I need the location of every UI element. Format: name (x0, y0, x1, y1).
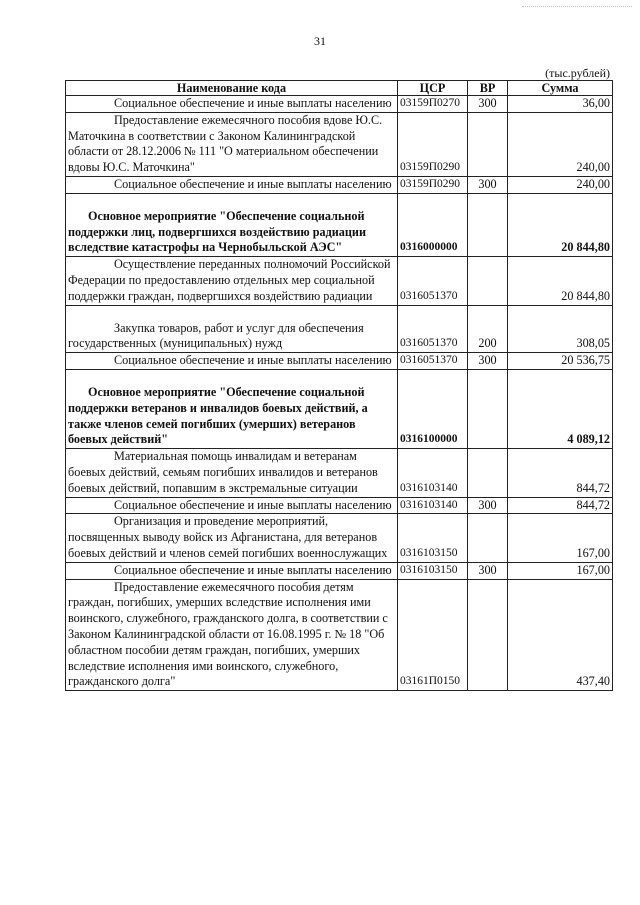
row-name-cell (66, 579, 398, 691)
row-sum: 167,00 (508, 562, 613, 579)
row-name: Социальное обеспечение и иные выплаты населению (114, 497, 392, 512)
table-row (66, 369, 613, 448)
header-vr: ВР (468, 81, 508, 96)
header-name: Наименование кода (66, 81, 398, 96)
row-name-cell (66, 305, 398, 353)
row-csr: 0316103140 (398, 449, 468, 497)
row-vr: 300 (468, 96, 508, 113)
row-name-cell (66, 514, 398, 562)
row-name: Организация и проведение мероприятий, посвященных выводу войск из Афганистана, для ветеранов боевых действий и членов семей погибших военнослужащих (68, 514, 388, 560)
row-csr: 0316103150 (398, 562, 468, 579)
table-row (66, 562, 613, 579)
scan-corner-mark (522, 0, 632, 7)
row-csr: 0316051370 (398, 257, 468, 305)
row-name-cell (66, 562, 398, 579)
table-row (66, 193, 613, 256)
row-sum: 844,72 (508, 449, 613, 497)
table-row (66, 112, 613, 176)
row-sum: 167,00 (508, 514, 613, 562)
table-row (66, 497, 613, 514)
row-name: Закупка товаров, работ и услуг для обеспечения государственных (муниципальных) нужд (68, 320, 364, 351)
row-name-cell (66, 497, 398, 514)
row-name: Осуществление переданных полномочий Российской Федерации по предоставлению отдельных мер социальной поддержки граждан, подвергшихся воздействию радиации (68, 257, 391, 303)
row-sum: 36,00 (508, 96, 613, 113)
row-vr (468, 369, 508, 448)
table-body (66, 96, 613, 691)
row-name: Социальное обеспечение и иные выплаты населению (114, 176, 392, 191)
row-sum: 844,72 (508, 497, 613, 514)
row-csr: 0316051370 (398, 353, 468, 370)
row-name-cell (66, 353, 398, 370)
row-name: Социальное обеспечение и иные выплаты населению (114, 562, 392, 577)
table-row (66, 353, 613, 370)
row-sum: 20 844,80 (508, 193, 613, 256)
row-sum: 4 089,12 (508, 369, 613, 448)
row-csr: 03159П0290 (398, 176, 468, 193)
row-name-cell (66, 176, 398, 193)
units-label: (тыс.рублей) (545, 66, 610, 80)
row-csr: 03159П0290 (398, 112, 468, 176)
row-vr (468, 449, 508, 497)
row-csr: 0316103140 (398, 497, 468, 514)
row-name-cell (66, 193, 398, 256)
row-sum: 437,40 (508, 579, 613, 691)
table-row (66, 257, 613, 305)
row-vr: 300 (468, 497, 508, 514)
row-name-cell (66, 369, 398, 448)
row-name: Основное мероприятие "Обеспечение социальной поддержки ветеранов и инвалидов боевых действий, а также членов семей погибших (умерших) ветеранов боевых действий" (68, 384, 368, 447)
row-vr: 300 (468, 353, 508, 370)
row-vr: 300 (468, 176, 508, 193)
table-row (66, 449, 613, 497)
row-name-cell (66, 96, 398, 113)
row-name-cell (66, 112, 398, 176)
row-name-cell (66, 257, 398, 305)
row-name: Материальная помощь инвалидам и ветеранам боевых действий, семьям погибших инвалидов и ветеранов боевых действий, попавшим в экстремальные ситуации (68, 449, 378, 495)
row-csr: 0316103150 (398, 514, 468, 562)
row-name: Социальное обеспечение и иные выплаты населению (114, 96, 392, 110)
row-vr (468, 514, 508, 562)
table-row (66, 514, 613, 562)
row-vr (468, 193, 508, 256)
row-sum: 308,05 (508, 305, 613, 353)
row-csr: 03161П0150 (398, 579, 468, 691)
row-name: Социальное обеспечение и иные выплаты населению (114, 353, 392, 368)
row-csr: 03159П0270 (398, 96, 468, 113)
row-sum: 20 536,75 (508, 353, 613, 370)
row-sum: 240,00 (508, 176, 613, 193)
row-csr: 0316100000 (398, 369, 468, 448)
table-row (66, 96, 613, 113)
row-name: Предоставление ежемесячного пособия детям граждан, погибших, умерших вследствие исполнения ими воинского, служебного, гражданского долга, в соответствии с Законом Калининградской области от 16.08.1995 г. № 18 "Об областном пособии детям граждан, погибших, умерших вследствие исполнения ими воинского, служебного, гражданского долга" (68, 579, 388, 689)
header-sum: Сумма (508, 81, 613, 96)
header-csr: ЦСР (398, 81, 468, 96)
row-sum: 240,00 (508, 112, 613, 176)
row-name: Основное мероприятие "Обеспечение социальной поддержки лиц, подвергшихся воздействию радиации вследствие катастрофы на Чернобыльской АЭС" (68, 208, 366, 255)
row-csr: 0316000000 (398, 193, 468, 256)
row-vr (468, 112, 508, 176)
row-csr: 0316051370 (398, 305, 468, 353)
row-vr (468, 257, 508, 305)
row-vr: 200 (468, 305, 508, 353)
row-vr: 300 (468, 562, 508, 579)
table-header-row (66, 81, 613, 96)
row-vr (468, 579, 508, 691)
row-name: Предоставление ежемесячного пособия вдове Ю.С. Маточкина в соответствии с Законом Калининградской области от 28.12.2006 № 111 "О материальном обеспечении вдовы Ю.С. Маточкина" (68, 112, 383, 175)
page-number: 31 (314, 34, 326, 48)
row-sum: 20 844,80 (508, 257, 613, 305)
row-name-cell (66, 449, 398, 497)
table-row (66, 305, 613, 353)
budget-table (65, 80, 613, 691)
table-row (66, 176, 613, 193)
table-row (66, 579, 613, 691)
